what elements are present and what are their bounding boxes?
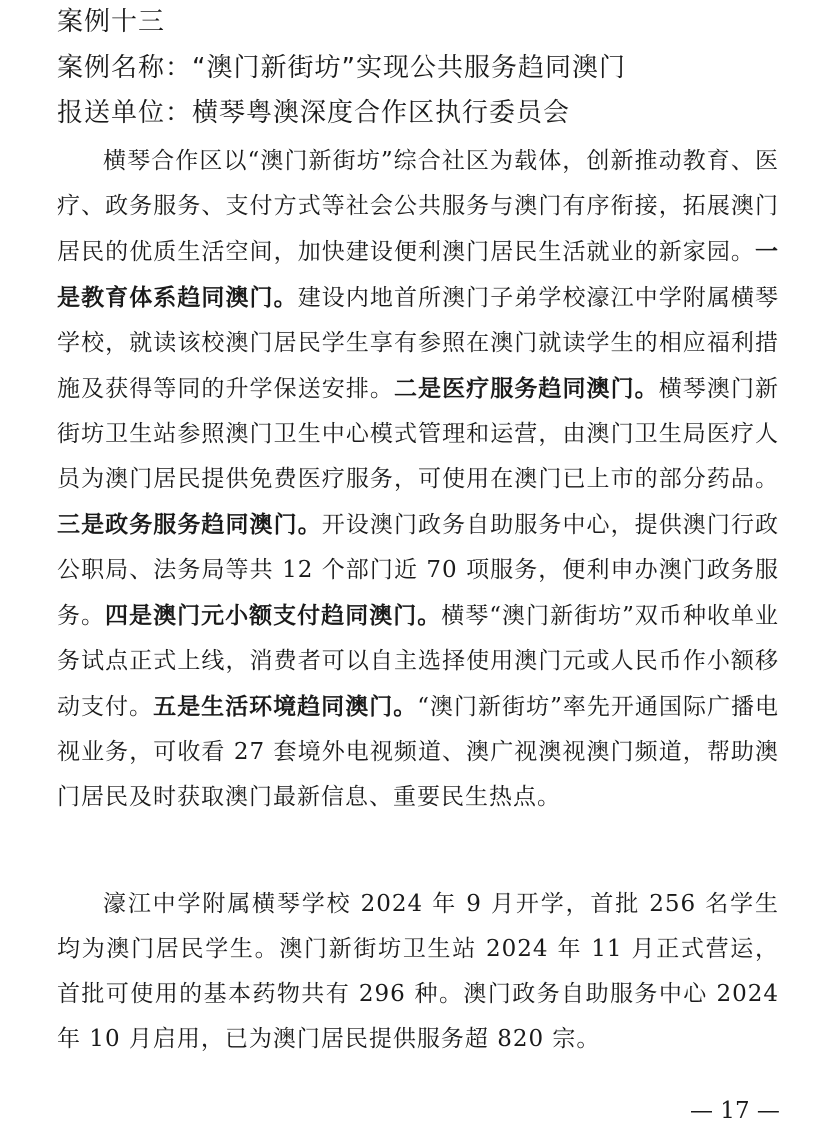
case-name-line: 案例名称：“澳门新街坊”实现公共服务趋同澳门 <box>57 53 626 83</box>
highlight-payment: 四是澳门元小额支付趋同澳门。 <box>105 602 442 629</box>
case-heading: 案例十三 <box>57 7 166 37</box>
environment-text: “澳门新街坊”率先开通国际广播电视业务，可收看 27 套境外电视频道、澳广视澳视澳门频道，帮助澳门居民及时获取澳门最新信息、重要民生热点。 <box>57 694 779 810</box>
highlight-education: 一是教育体系趋同澳门。 <box>57 238 779 311</box>
body-paragraph-2: 濠江中学附属横琴学校 2024 年 9 月开学，首批 256 名学生均为澳门居民学生。澳门新街坊卫生站 2024 年 11 月正式营运，首批可使用的基本药物共有 296 种。澳门政务自助服务中心 2024 年 10 月启用，已为澳门居民提供服务超 820 宗。 <box>57 891 779 1052</box>
medical-text: 横琴澳门新街坊卫生站参照澳门卫生中心模式管理和运营，由澳门卫生局医疗人员为澳门居民提供免费医疗服务，可使用在澳门已上市的部分药品。 <box>57 376 780 492</box>
highlight-environment: 五是生活环境趋同澳门。 <box>153 693 418 720</box>
highlight-medical: 二是医疗服务趋同澳门。 <box>393 375 659 402</box>
highlight-government: 三是政务服务趋同澳门。 <box>57 511 322 538</box>
body-paragraph-1 <box>57 139 779 820</box>
education-text: 建设内地首所澳门子弟学校濠江中学附属横琴学校，就读该校澳门居民学生享有参照在澳门就读学生的相应福利措施及获得等同的升学保送安排。 <box>57 285 780 402</box>
reporting-unit-line: 报送单位：横琴粤澳深度合作区执行委员会 <box>57 98 571 128</box>
page-number: — 17 — <box>690 1098 780 1124</box>
payment-text: 横琴“澳门新街坊”双币种收单业务试点正式上线，消费者可以自主选择使用澳门元或人民币作小额移动支付。 <box>57 603 779 720</box>
intro-text: 横琴合作区以“澳门新街坊”综合社区为载体，创新推动教育、医疗、政务服务、支付方式等社会公共服务与澳门有序衔接，拓展澳门居民的优质生活空间，加快建设便利澳门居民生活就业的新家园。 <box>57 148 779 265</box>
government-text: 开设澳门政务自助服务中心，提供澳门行政公职局、法务局等共 12 个部门近 70 项服务，便利申办澳门政务服务。 <box>57 512 780 629</box>
